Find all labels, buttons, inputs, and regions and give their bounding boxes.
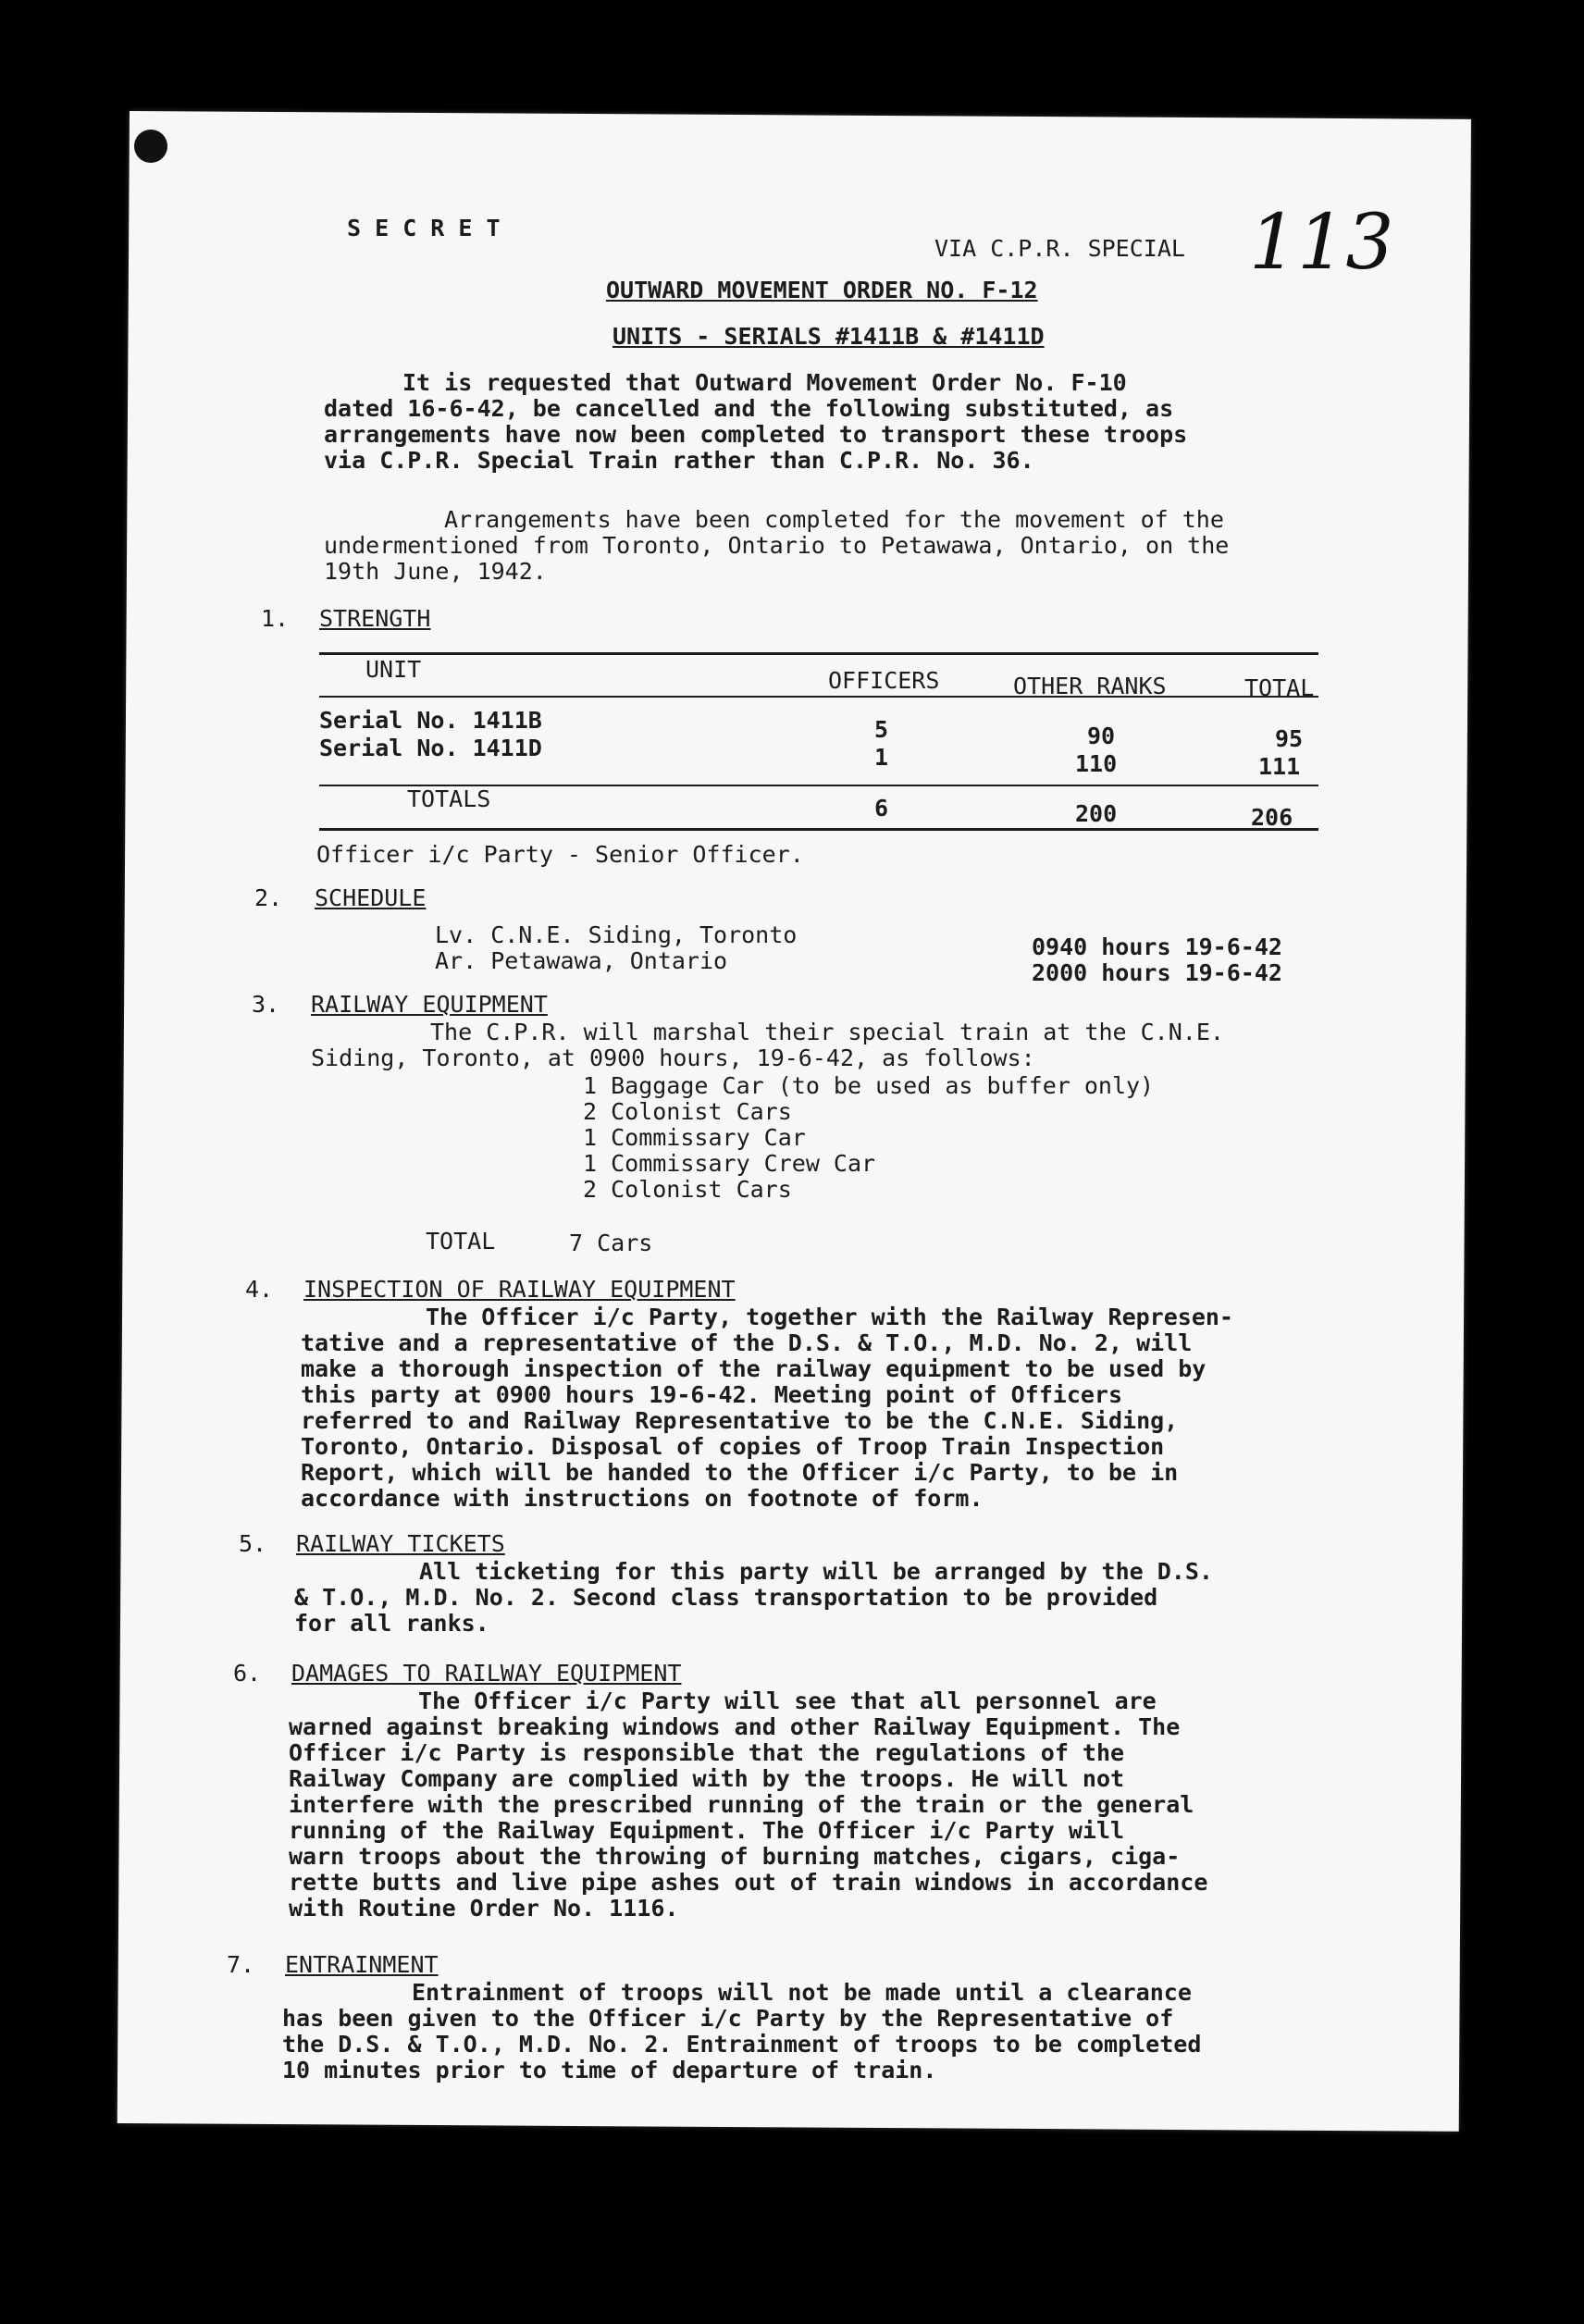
col-header-total: TOTAL (1244, 674, 1315, 701)
table-cell-officers: 5 (874, 716, 889, 743)
punch-hole (134, 130, 167, 163)
table-cell-unit: Serial No. 1411B (319, 707, 542, 734)
intro-line: via C.P.R. Special Train rather than C.P.R. No. 36. (324, 447, 1034, 474)
body-line: for all ranks. (294, 1610, 489, 1637)
section-number: 3. (252, 991, 280, 1018)
section-title-railway-equipment: RAILWAY EQUIPMENT (311, 991, 548, 1018)
body-line: warned against breaking windows and other Railway Equipment. The (289, 1713, 1181, 1740)
body-line: 10 minutes prior to time of departure of train. (282, 2057, 937, 2083)
table-cell-total: 111 (1258, 753, 1301, 780)
schedule-ar-time: 2000 hours 19-6-42 (1032, 959, 1282, 986)
page-number: 113 (1249, 199, 1394, 287)
intro-line: undermentioned from Toronto, Ontario to Petawawa, Ontario, on the (324, 532, 1230, 559)
section-title-inspection: INSPECTION OF RAILWAY EQUIPMENT (303, 1276, 736, 1303)
body-line: running of the Railway Equipment. The Officer i/c Party will (289, 1817, 1125, 1844)
intro-line: arrangements have now been completed to transport these troops (324, 421, 1188, 448)
body-line: The Officer i/c Party will see that all personnel are (418, 1687, 1157, 1714)
section-number: 7. (227, 1951, 255, 1978)
body-line: tative and a representative of the D.S. & T.O., M.D. No. 2, will (301, 1329, 1193, 1356)
table-rule (319, 652, 1318, 655)
section-number: 6. (233, 1660, 262, 1687)
body-line: rette butts and live pipe ashes out of train windows in accordance (289, 1869, 1208, 1896)
intro-line: 19th June, 1942. (324, 558, 547, 585)
col-header-unit: UNIT (365, 656, 422, 683)
totals-other: 200 (1075, 800, 1118, 827)
col-header-other-ranks: OTHER RANKS (1013, 673, 1167, 699)
car-item: 1 Baggage Car (to be used as buffer only) (583, 1072, 1155, 1099)
car-item: 1 Commissary Crew Car (583, 1150, 876, 1177)
section-number: 1. (261, 605, 290, 632)
body-line: Siding, Toronto, at 0900 hours, 19-6-42, as follows: (311, 1045, 1035, 1071)
body-line: make a thorough inspection of the railway equipment to be used by (301, 1355, 1207, 1382)
secret-label: S E C R E T (347, 215, 501, 241)
body-line: Railway Company are complied with by the troops. He will not (289, 1765, 1125, 1792)
totals-officers: 6 (874, 795, 889, 822)
intro-line: It is requested that Outward Movement Order No. F-10 (402, 369, 1127, 396)
order-title: OUTWARD MOVEMENT ORDER NO. F-12 (606, 277, 1038, 303)
table-rule (319, 696, 1318, 698)
section-title-entrainment: ENTRAINMENT (285, 1951, 439, 1978)
body-line: referred to and Railway Representative to be the C.N.E. Siding, (301, 1407, 1179, 1434)
body-line: this party at 0900 hours 19-6-42. Meeting point of Officers (301, 1381, 1123, 1408)
schedule-lv-time: 0940 hours 19-6-42 (1032, 933, 1282, 960)
table-cell-other: 90 (1087, 723, 1116, 749)
section-number: 5. (239, 1530, 267, 1557)
via-label: VIA C.P.R. SPECIAL (934, 235, 1185, 262)
section-title-tickets: RAILWAY TICKETS (296, 1530, 505, 1557)
section-title-strength: STRENGTH (319, 605, 431, 632)
body-line: the D.S. & T.O., M.D. No. 2. Entrainment of troops to be completed (282, 2031, 1202, 2058)
section-title-damages: DAMAGES TO RAILWAY EQUIPMENT (291, 1660, 682, 1687)
body-line: The C.P.R. will marshal their special train at the C.N.E. (430, 1019, 1224, 1045)
table-cell-unit: Serial No. 1411D (319, 735, 542, 761)
table-cell-officers: 1 (874, 744, 889, 771)
body-line: Toronto, Ontario. Disposal of copies of Troop Train Inspection (301, 1433, 1165, 1460)
body-line: has been given to the Officer i/c Party by the Representative of (282, 2005, 1174, 2032)
section-number: 4. (245, 1276, 274, 1303)
total-cars-value: 7 Cars (569, 1230, 653, 1256)
body-line: Officer i/c Party is responsible that the regulations of the (289, 1739, 1125, 1766)
intro-line: Arrangements have been completed for the movement of the (444, 506, 1224, 533)
officer-note: Officer i/c Party - Senior Officer. (316, 841, 804, 868)
body-line: Report, which will be handed to the Officer i/c Party, to be in (301, 1459, 1179, 1486)
table-rule (319, 828, 1318, 831)
body-line: & T.O., M.D. No. 2. Second class transportation to be provided (294, 1584, 1158, 1611)
schedule-ar-place: Ar. Petawawa, Ontario (435, 947, 728, 974)
car-item: 2 Colonist Cars (583, 1098, 792, 1125)
body-line: Entrainment of troops will not be made until a clearance (412, 1979, 1192, 2006)
table-cell-other: 110 (1075, 750, 1118, 777)
schedule-lv-place: Lv. C.N.E. Siding, Toronto (435, 921, 798, 948)
totals-label: TOTALS (407, 785, 491, 812)
body-line: The Officer i/c Party, together with the Railway Represen- (426, 1304, 1233, 1330)
totals-total: 206 (1251, 804, 1293, 831)
table-cell-total: 95 (1275, 725, 1304, 752)
body-line: warn troops about the throwing of burning matches, cigars, ciga- (289, 1843, 1181, 1870)
units-title: UNITS - SERIALS #1411B & #1411D (613, 323, 1045, 350)
car-item: 2 Colonist Cars (583, 1176, 792, 1203)
car-item: 1 Commissary Car (583, 1124, 806, 1151)
body-line: accordance with instructions on footnote of form. (301, 1485, 984, 1512)
total-cars-label: TOTAL (426, 1228, 496, 1255)
body-line: with Routine Order No. 1116. (289, 1895, 679, 1922)
intro-line: dated 16-6-42, be cancelled and the following substituted, as (324, 395, 1174, 422)
body-line: All ticketing for this party will be arranged by the D.S. (419, 1558, 1213, 1585)
section-number: 2. (254, 884, 283, 911)
col-header-officers: OFFICERS (828, 667, 940, 694)
body-line: interfere with the prescribed running of the train or the general (289, 1791, 1194, 1818)
section-title-schedule: SCHEDULE (315, 884, 427, 911)
